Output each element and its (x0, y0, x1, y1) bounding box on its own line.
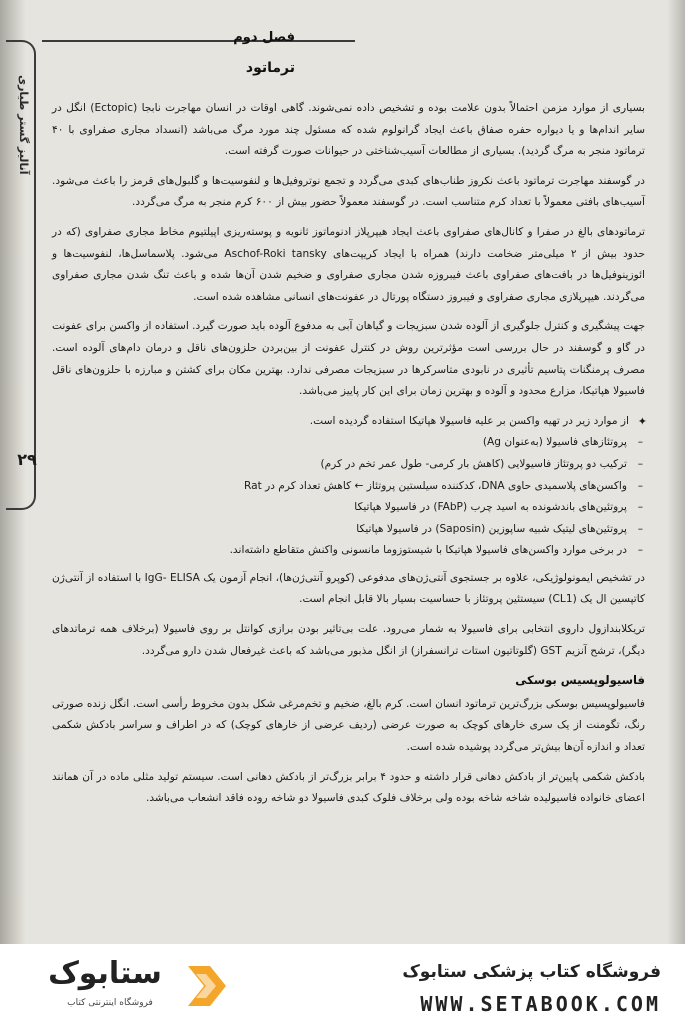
page-edge-shadow (667, 0, 685, 944)
shop-url[interactable]: WWW.SETABOOK.COM (420, 992, 661, 1016)
body-text (52, 98, 645, 818)
chapter-rule (42, 40, 355, 42)
vaccine-list (52, 432, 645, 562)
logo-tagline: فروشگاه اینترنتی کتاب (67, 998, 153, 1008)
list-item: – پروتئین‌های لیتیک شبیه ساپوزین (Saposin) در فاسیولا هپاتیکا (52, 519, 645, 541)
side-label: آنالیز گستر طیاری (17, 75, 30, 175)
setabook-logo-icon (184, 964, 230, 1008)
shop-name: فروشگاه کتاب پزشکی ستابوک (402, 962, 661, 982)
list-item: – واکسن‌های پلاسمیدی حاوی DNA، کدکننده سیلستین پروتئاز ← کاهش تعداد کرم در Rat (52, 476, 645, 498)
list-item: – پروتئین‌های باندشونده به اسید چرب (FAbP) در فاسیولا هپاتیکا (52, 497, 645, 519)
list-item: – پروتئازهای فاسیولا (به‌عنوان Ag) (52, 432, 645, 454)
paragraph: بادکش شکمی پایین‌تر از بادکش دهانی قرار داشته و حدود ۴ برابر بزرگ‌تر از بادکش دهانی است. سیستم تولید مثلی ماده در آن همانند اعضای خانواده فاسیولیده شاخه شاخه بوده ولی برخلاف فلوک کبدی فاسیولا دو شاخه روده فاقد انشعاب می‌باشد. (52, 770, 646, 805)
vaccine-lead-text: از موارد زیر در تهیه واکسن بر علیه فاسیولا هپاتیکا استفاده گردیده است. (309, 414, 629, 427)
logo-wordmark: ستابوک (48, 956, 162, 991)
paragraph: جهت پیشگیری و کنترل جلوگیری از آلوده شدن سبزیجات و گیاهان آبی به مدفوع آلوده باید صورت گیرد. استفاده از واکسن برای عفونت در گاو و گوسفند در حال بررسی است مؤثرترین روش در کنترل عفونت از بین‌بردن حلزون‌های ناقل و درمان دام‌های آلوده است. مصرف پرمنگنات پتاسیم تأثیری در نابودی متاسرکرها در سبزیجات مصرفی ندارد. بهترین مکان برای کشتن و مبارزه با حلزون‌های ناقل فاسیولا هپاتیکا، مزارع محدود و آلوده و بهترین زمان برای این کار پاییز می‌باشد. (52, 320, 645, 398)
arrow-icon: ✦ (637, 414, 647, 428)
chapter-title: فصل دوم (233, 30, 295, 45)
paragraph: در تشخیص ایمونولوژیکی، علاوه بر جستجوی آنتی‌ژن‌های مدفوعی (کوپرو آنتی‌ژن‌ها)، انجام آزمون یک IgG- ELISA با استفاده از آنتی‌ژن کاتپسین ال یک (CL1) سیستئین پروتئاز با حساسیت بسیار بالا قابل انجام است. (52, 571, 646, 606)
subsection-title: فاسیولوپسیس بوسکی (515, 673, 645, 688)
paragraph: در گوسفند مهاجرت ترماتود باعث نکروز طناب‌های کبدی می‌گردد و تجمع نوتروفیل‌ها و لنفوسیت‌ها و گلبول‌های قرمز را باعث می‌شود. آسیب‌های بافتی معمولاً با تعداد کرم متناسب است. در گوسفند معمولاً حضور بیش از ۶۰۰ کرم منجر به مرگ می‌گردد. (52, 174, 645, 209)
section-title: ترماتود (245, 60, 295, 76)
paragraph: بسیاری از موارد مزمن احتمالاً بدون علامت بوده و تشخیص داده نمی‌شوند. گاهی اوقات در انسان مهاجرت نابجا (Ectopic) انگل در سایر اندام‌ها و یا دیواره حفره صفاق باعث ایجاد گرانولوم شده که مسئول چند مورد مرگ می‌باشد (انسداد مجاری صفراوی با ۴۰ ترماتود منجر به مرگ گردید). بسیاری از مطالعات آسیب‌شناختی در حیوانات صورت گرفته است. (52, 102, 645, 158)
list-item: – در برخی موارد واکسن‌های فاسیولا هپاتیکا با شیستوزوما مانسونی واکنش متقاطع داشته‌اند. (52, 540, 645, 562)
vaccine-lead (52, 411, 645, 433)
paragraph: ترماتودهای بالغ در صفرا و کانال‌های صفراوی باعث ایجاد هیپرپلاز ادنوماتوز ثانویه و پوسته‌ریزی اپیلتیوم مخاط مجاری صفراوی (که در حدود بیش از ۲ میلی‌متر ضخامت دارند) همراه با ایجاد کریپت‌های Aschof-Roki tansky می‌شود. پلاسماسل‌ها، لنفوسیت‌ها و ائوزینوفیل‌ها در بافت‌های صفراوی باعث فیبروزه شدن مجاری صفراوی و ضخیم شدن آن‌ها شده و باعث تنگ شدن مجاری صفراوی می‌گردند. هیپرپلازی مجاری صفراوی و فیبروز دستگاه پورتال در عفونت‌های انسانی مشاهده شده است. (52, 225, 645, 303)
paragraph: تریکلابندازول داروی انتخابی برای فاسیولا به شمار می‌رود. علت بی‌تاثیر بودن برازی کوانتل بر روی فاسیولا (برخلاف همه ترماتدهای دیگر)، ترشح آنزیم GST (گلوتاتیون استات ترانسفراز) از انگل مذبور می‌باشد که باعث غیرفعال شدن دارو می‌گردد. (52, 623, 645, 657)
page-number: ۲۹ (17, 450, 37, 469)
list-item: – ترکیب دو پروتئاز فاسیولایی (کاهش بار کرمی- طول عمر تخم در کرم) (52, 454, 645, 476)
paragraph: فاسیولوپسیس بوسکی بزرگ‌ترین ترماتود انسان است. کرم بالغ، ضخیم و تخم‌مرغی شکل بدون مخروط رأسی است. انگل زنده صورتی رنگ، تگومنت از یک سری خارهای کوچک به صورت عرضی (ردیف عرضی از خارهای کوچک) که در اطراف و سراسر بادکش شکمی تعداد و اندازه آن‌ها بیش‌تر می‌گردد پوشیده شده است. (52, 697, 645, 754)
